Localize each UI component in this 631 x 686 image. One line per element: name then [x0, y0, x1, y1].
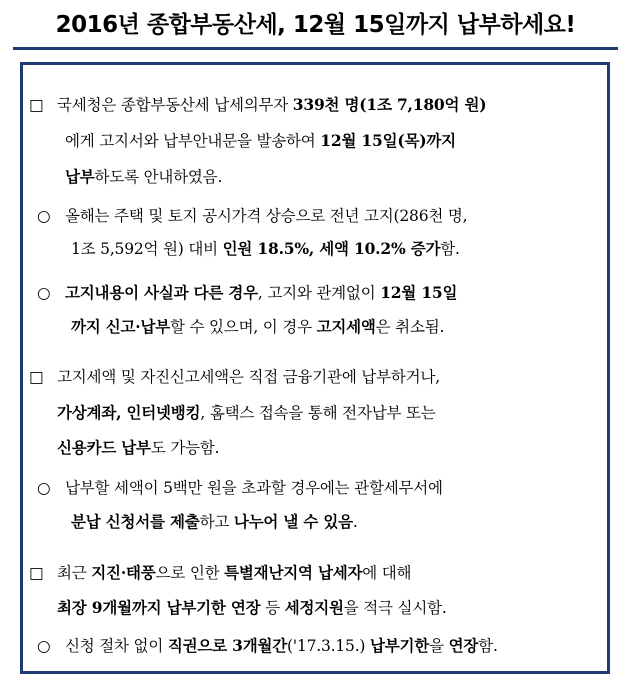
item-6-line-2	[57, 598, 447, 618]
text-segment: 납부할 세액이 5백만 원을 초과할 경우에는 관할세무서에	[65, 479, 443, 497]
text-segment: 하고	[199, 513, 234, 531]
circle-bullet: ○	[37, 637, 51, 655]
bold-text-segment: 인원 18.5%, 세액 10.2% 증가	[222, 239, 441, 258]
bold-text-segment: 지진·태풍	[91, 563, 156, 582]
text-segment: ('17.3.15.)	[287, 637, 371, 655]
text-segment: 고지세액 및 자진신고세액은 직접 금융기관에 납부하거나,	[57, 368, 440, 386]
bold-text-segment: 최장 9개월까지 납부기한 연장	[57, 598, 261, 617]
text-segment: 으로 인한	[155, 564, 225, 582]
text-segment: , 홈택스 접속을 통해 전자납부 또는	[200, 404, 436, 422]
text-segment: 에 대해	[362, 564, 412, 582]
text-segment: 은 취소됨.	[375, 318, 445, 336]
item-4-line-2	[57, 403, 436, 423]
bold-text-segment: 가상계좌, 인터넷뱅킹	[57, 403, 201, 422]
page-title: 2016년 종합부동산세, 12월 15일까지 납부하세요!	[55, 12, 576, 38]
text-segment: 국세청은 종합부동산세 납세의무자	[57, 96, 293, 114]
text-segment: 하도록 안내하였음.	[94, 168, 223, 186]
bold-text-segment: 직권으로 3개월간	[167, 636, 288, 655]
circle-bullet: ○	[37, 207, 51, 225]
item-2-line-1	[65, 206, 467, 226]
text-segment: 을 적극 실시함.	[343, 599, 447, 617]
item-3-line-1	[65, 283, 457, 303]
text-segment: 등	[260, 599, 285, 617]
item-1-line-1	[57, 95, 486, 115]
bold-text-segment: 12월 15일	[380, 283, 458, 302]
item-5-line-1	[65, 478, 443, 498]
bold-text-segment: 납부기한	[370, 636, 430, 655]
text-segment: 할 수 있으며, 이 경우	[170, 318, 317, 336]
text-segment: 함.	[440, 240, 460, 258]
square-bullet: □	[29, 96, 44, 114]
text-segment: 1조 5,592억 원) 대비	[71, 240, 223, 258]
text-segment: 함.	[478, 637, 498, 655]
bold-text-segment: 고지세액	[316, 317, 376, 336]
text-segment: .	[352, 513, 358, 531]
bold-text-segment: 분납 신청서를 제출	[71, 512, 200, 531]
bold-text-segment: 나누어 낼 수 있음	[233, 512, 353, 531]
bold-text-segment: 까지 신고·납부	[71, 317, 171, 336]
text-segment: 최근	[57, 564, 92, 582]
text-segment: 신청 절차 없이	[65, 637, 168, 655]
circle-bullet: ○	[37, 284, 51, 302]
text-segment: , 고지와 관계없이	[257, 284, 381, 302]
title-underline	[13, 47, 618, 50]
bold-text-segment: 12월 15일(목)까지	[320, 131, 456, 150]
bold-text-segment: 339천 명(1조 7,180억 원)	[292, 95, 487, 114]
bold-text-segment: 납부	[65, 167, 95, 186]
notice-box	[20, 62, 610, 674]
text-segment: 올해는 주택 및 토지 공시가격 상승으로 전년 고지(286천 명,	[65, 207, 468, 225]
item-4-line-3	[57, 438, 219, 458]
bold-text-segment: 연장	[448, 636, 479, 655]
text-segment: 에게 고지서와 납부안내문을 발송하여	[65, 132, 321, 150]
text-segment: 도 가능함.	[150, 439, 220, 457]
bold-text-segment: 고지내용이 사실과 다른 경우	[65, 283, 258, 302]
bold-text-segment: 신용카드 납부	[57, 438, 151, 457]
item-5-line-2	[71, 512, 358, 532]
bold-text-segment: 특별재난지역 납세자	[224, 563, 363, 582]
square-bullet: □	[29, 368, 44, 386]
item-2-line-2	[71, 239, 460, 259]
item-3-line-2	[71, 317, 444, 337]
item-7-line-1	[65, 636, 498, 656]
item-4-line-1	[57, 367, 440, 387]
item-1-line-3	[65, 167, 222, 187]
bold-text-segment: 세정지원	[284, 598, 344, 617]
item-6-line-1	[57, 563, 411, 583]
circle-bullet: ○	[37, 479, 51, 497]
text-segment: 을	[429, 637, 449, 655]
square-bullet: □	[29, 564, 44, 582]
item-1-line-2	[65, 131, 456, 151]
